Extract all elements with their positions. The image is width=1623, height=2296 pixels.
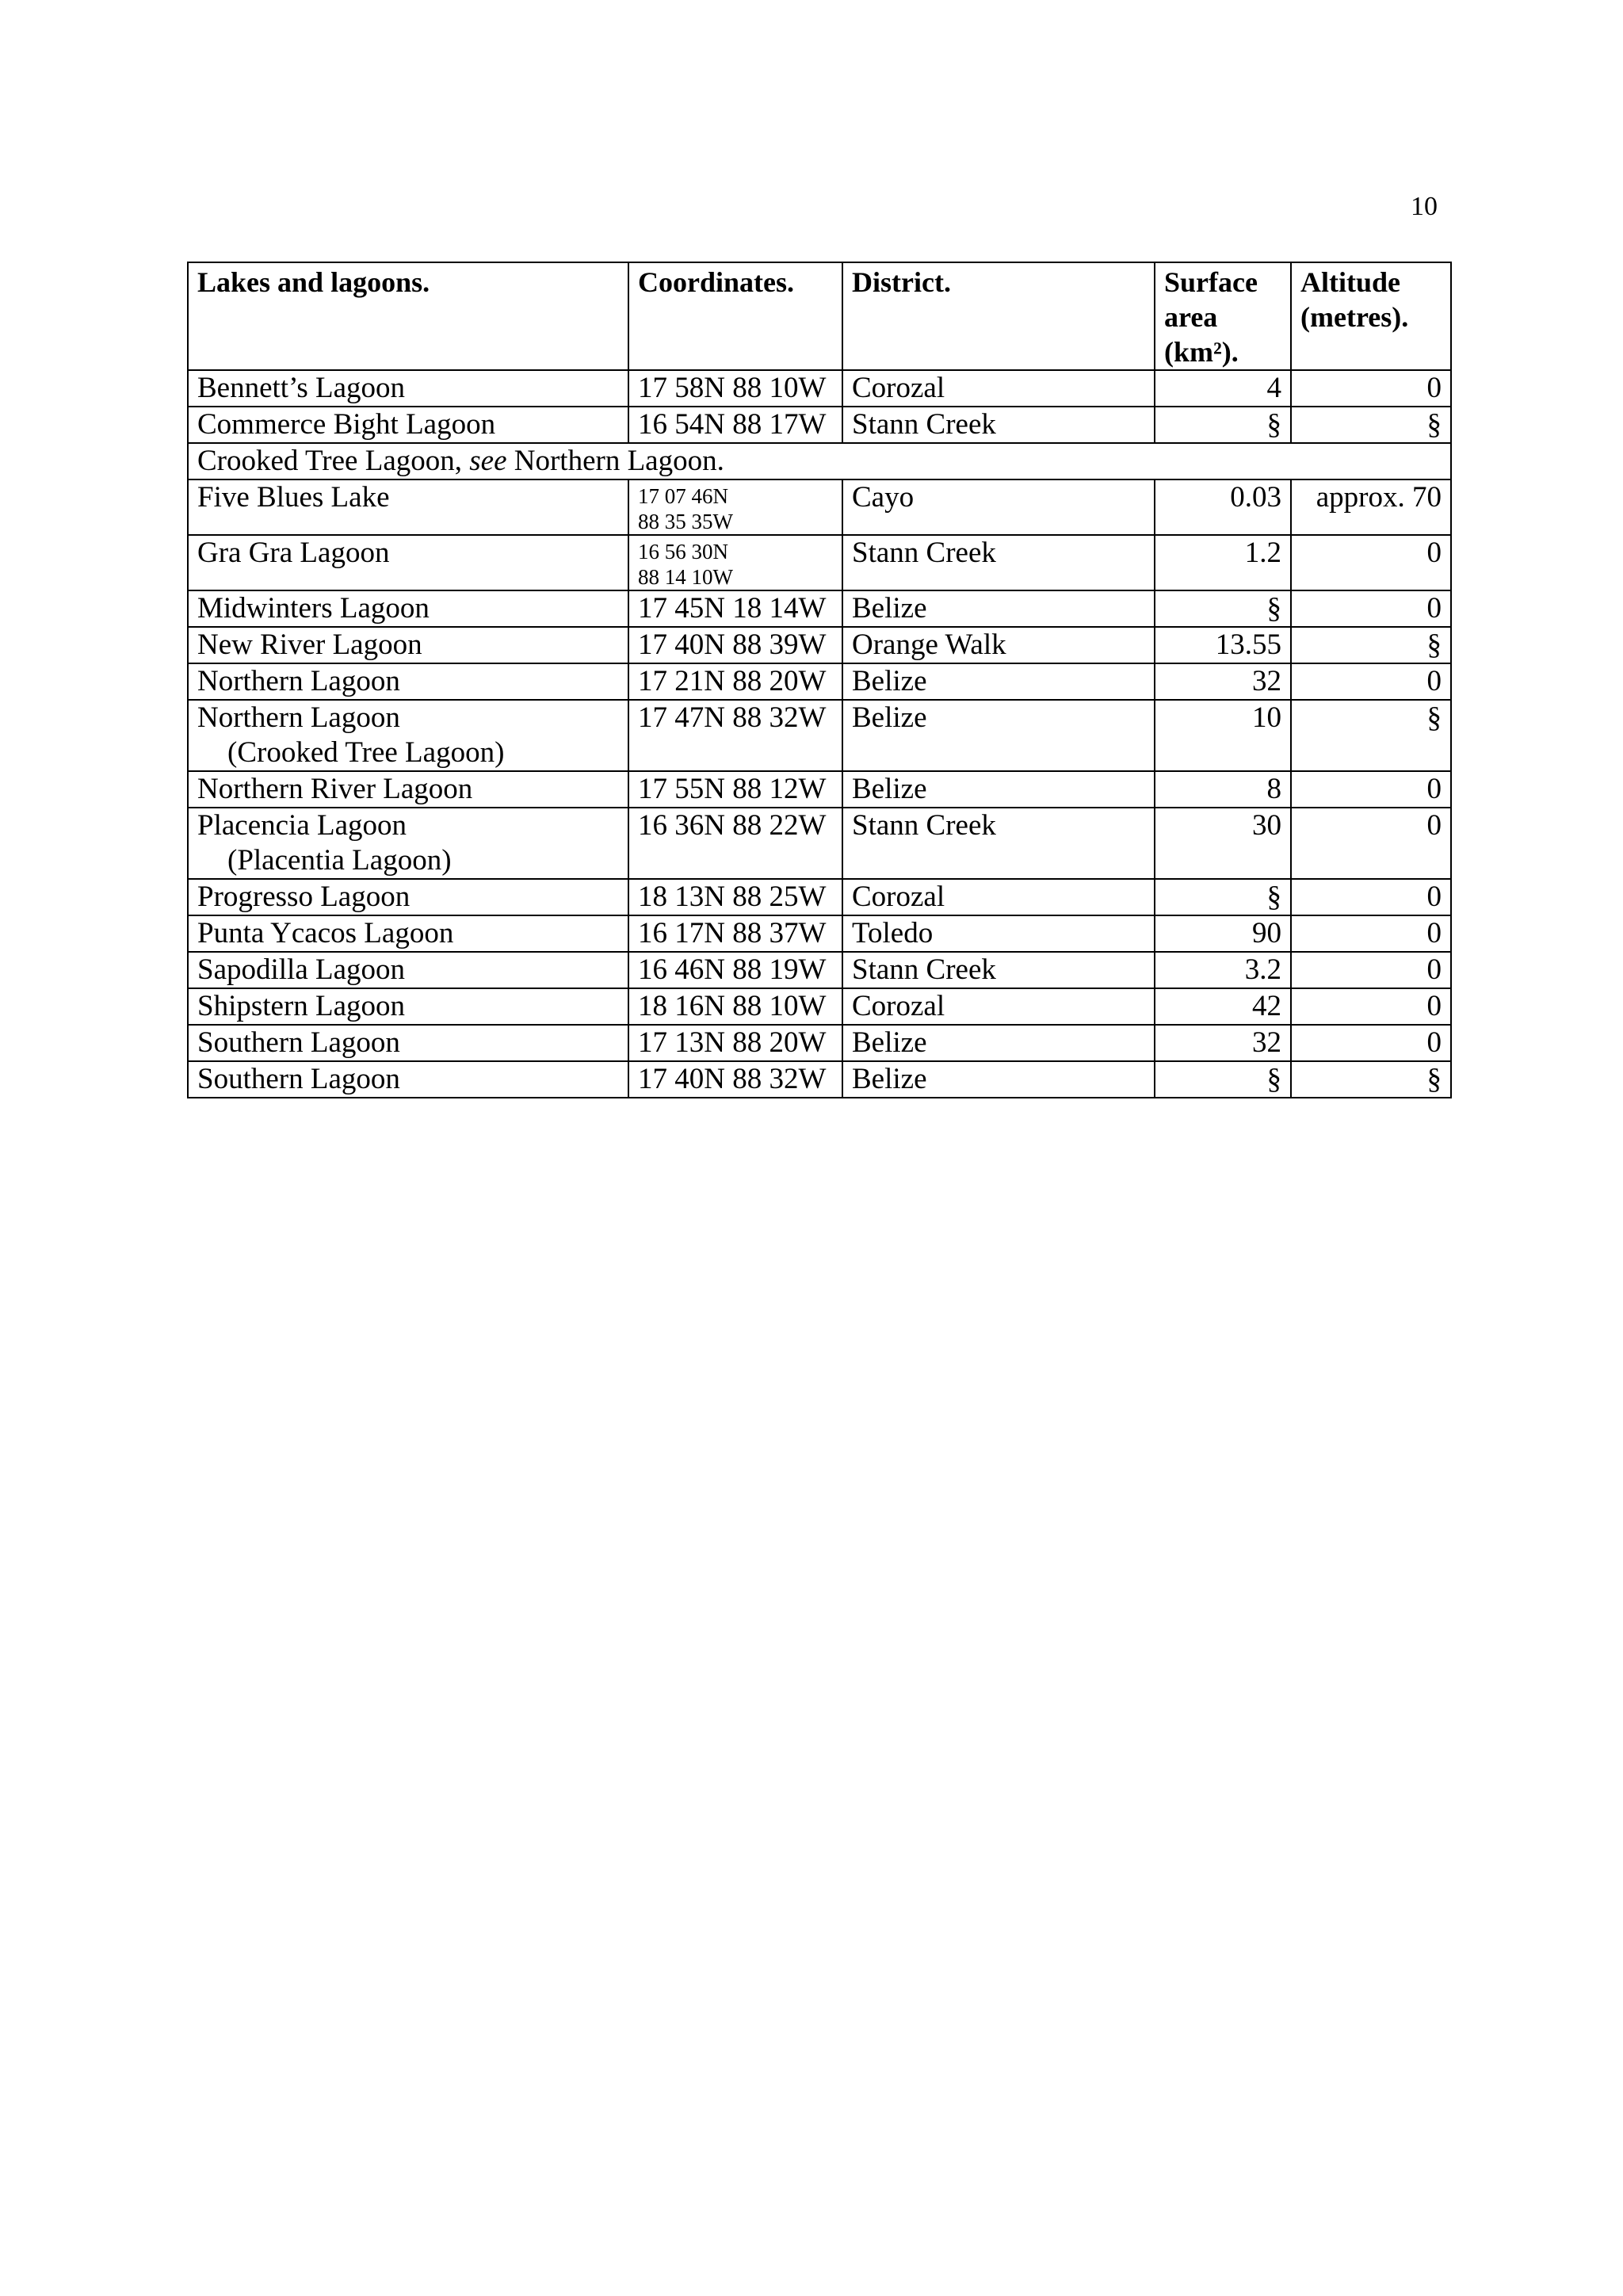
cell-district: Orange Walk: [842, 627, 1155, 663]
table-row: [188, 988, 1451, 1025]
cell-altitude: 0: [1291, 952, 1451, 988]
cell-area: 8: [1155, 771, 1291, 808]
cell-altitude: 0: [1291, 1025, 1451, 1061]
crossref-cell: [188, 443, 1451, 479]
table-row: [188, 590, 1451, 627]
cell-coordinates: [628, 479, 842, 535]
table-row: [188, 1025, 1451, 1061]
crossref-target: Northern Lagoon.: [514, 445, 724, 477]
cell-altitude: 0: [1291, 879, 1451, 915]
cell-area: 32: [1155, 1025, 1291, 1061]
cell-coordinates: 16 17N 88 37W: [628, 915, 842, 952]
cell-coordinates: 17 45N 18 14W: [628, 590, 842, 627]
table-row: [188, 879, 1451, 915]
cell-name-alternate: (Crooked Tree Lagoon): [227, 736, 505, 769]
header-altitude: Altitude (metres).: [1291, 262, 1451, 370]
header-district: District.: [842, 262, 1155, 370]
cell-coordinates: 18 16N 88 10W: [628, 988, 842, 1025]
cell-district: Belize: [842, 1061, 1155, 1098]
cell-district: Stann Creek: [842, 808, 1155, 879]
table-row: [188, 771, 1451, 808]
coordinates-line-2: 88 35 35W: [638, 510, 733, 533]
cell-area: 1.2: [1155, 535, 1291, 590]
cell-district: Corozal: [842, 879, 1155, 915]
cell-coordinates: 17 47N 88 32W: [628, 700, 842, 771]
cell-name-primary: Northern Lagoon: [197, 701, 400, 734]
lakes-table: [187, 262, 1452, 1098]
cell-name: Northern River Lagoon: [188, 771, 628, 808]
cell-area: 90: [1155, 915, 1291, 952]
table-row: [188, 627, 1451, 663]
cell-coordinates: 18 13N 88 25W: [628, 879, 842, 915]
cell-coordinates: 17 21N 88 20W: [628, 663, 842, 700]
cell-district: Corozal: [842, 988, 1155, 1025]
cell-area: 10: [1155, 700, 1291, 771]
table-row: [188, 535, 1451, 590]
page-number: 10: [1411, 192, 1438, 221]
cell-district: Belize: [842, 771, 1155, 808]
cell-altitude: §: [1291, 700, 1451, 771]
cell-district: Belize: [842, 663, 1155, 700]
cell-altitude: 0: [1291, 771, 1451, 808]
cell-coordinates: 17 13N 88 20W: [628, 1025, 842, 1061]
header-surface-area: Surface area (km²).: [1155, 262, 1291, 370]
cell-area: §: [1155, 1061, 1291, 1098]
cell-area: §: [1155, 407, 1291, 443]
cell-altitude: §: [1291, 407, 1451, 443]
table-row: [188, 808, 1451, 879]
crossref-name: Crooked Tree Lagoon,: [197, 445, 462, 477]
table-row: [188, 370, 1451, 407]
cell-altitude: §: [1291, 1061, 1451, 1098]
cell-name: Sapodilla Lagoon: [188, 952, 628, 988]
table-row: [188, 1061, 1451, 1098]
cell-altitude: 0: [1291, 590, 1451, 627]
cell-altitude: 0: [1291, 988, 1451, 1025]
cell-name: [188, 808, 628, 879]
cell-name: Gra Gra Lagoon: [188, 535, 628, 590]
cell-coordinates: 17 40N 88 32W: [628, 1061, 842, 1098]
cell-coordinates: 17 40N 88 39W: [628, 627, 842, 663]
cell-coordinates: 16 36N 88 22W: [628, 808, 842, 879]
cell-name: Progresso Lagoon: [188, 879, 628, 915]
cell-district: Stann Creek: [842, 535, 1155, 590]
cell-altitude: 0: [1291, 915, 1451, 952]
cell-name: Southern Lagoon: [188, 1025, 628, 1061]
coordinates-line-1: 17 07 46N: [638, 484, 728, 508]
cell-area: 32: [1155, 663, 1291, 700]
cell-altitude: 0: [1291, 808, 1451, 879]
cell-area: 3.2: [1155, 952, 1291, 988]
cell-name: Southern Lagoon: [188, 1061, 628, 1098]
cell-name: New River Lagoon: [188, 627, 628, 663]
crossref-see: see: [469, 445, 507, 477]
cell-area: 13.55: [1155, 627, 1291, 663]
cell-name: Shipstern Lagoon: [188, 988, 628, 1025]
cell-name: Bennett’s Lagoon: [188, 370, 628, 407]
cell-name: Punta Ycacos Lagoon: [188, 915, 628, 952]
table-row: [188, 407, 1451, 443]
table-row: [188, 479, 1451, 535]
header-name: Lakes and lagoons.: [188, 262, 628, 370]
cell-area: §: [1155, 879, 1291, 915]
cell-district: Cayo: [842, 479, 1155, 535]
cell-area: 30: [1155, 808, 1291, 879]
cell-coordinates: 17 58N 88 10W: [628, 370, 842, 407]
cell-name: Midwinters Lagoon: [188, 590, 628, 627]
cell-area: 42: [1155, 988, 1291, 1025]
crossref-row: [188, 443, 1451, 479]
cell-coordinates: 16 54N 88 17W: [628, 407, 842, 443]
cell-name: Northern Lagoon: [188, 663, 628, 700]
cell-district: Belize: [842, 590, 1155, 627]
cell-district: Corozal: [842, 370, 1155, 407]
cell-area: 0.03: [1155, 479, 1291, 535]
cell-altitude: approx. 70: [1291, 479, 1451, 535]
cell-district: Stann Creek: [842, 407, 1155, 443]
table-row: [188, 952, 1451, 988]
header-coordinates: Coordinates.: [628, 262, 842, 370]
coordinates-line-1: 16 56 30N: [638, 540, 728, 563]
cell-altitude: 0: [1291, 535, 1451, 590]
table-row: [188, 700, 1451, 771]
cell-area: 4: [1155, 370, 1291, 407]
cell-name-alternate: (Placentia Lagoon): [227, 844, 452, 877]
cell-district: Belize: [842, 1025, 1155, 1061]
cell-name: [188, 700, 628, 771]
cell-altitude: 0: [1291, 663, 1451, 700]
coordinates-line-2: 88 14 10W: [638, 565, 733, 589]
table-row: [188, 663, 1451, 700]
table-header-row: [188, 262, 1451, 370]
cell-altitude: §: [1291, 627, 1451, 663]
cell-name: Commerce Bight Lagoon: [188, 407, 628, 443]
cell-name-primary: Placencia Lagoon: [197, 809, 407, 842]
cell-name: Five Blues Lake: [188, 479, 628, 535]
cell-coordinates: 17 55N 88 12W: [628, 771, 842, 808]
cell-coordinates: 16 46N 88 19W: [628, 952, 842, 988]
cell-district: Toledo: [842, 915, 1155, 952]
cell-altitude: 0: [1291, 370, 1451, 407]
table-row: [188, 915, 1451, 952]
cell-district: Stann Creek: [842, 952, 1155, 988]
cell-area: §: [1155, 590, 1291, 627]
cell-district: Belize: [842, 700, 1155, 771]
cell-coordinates: [628, 535, 842, 590]
